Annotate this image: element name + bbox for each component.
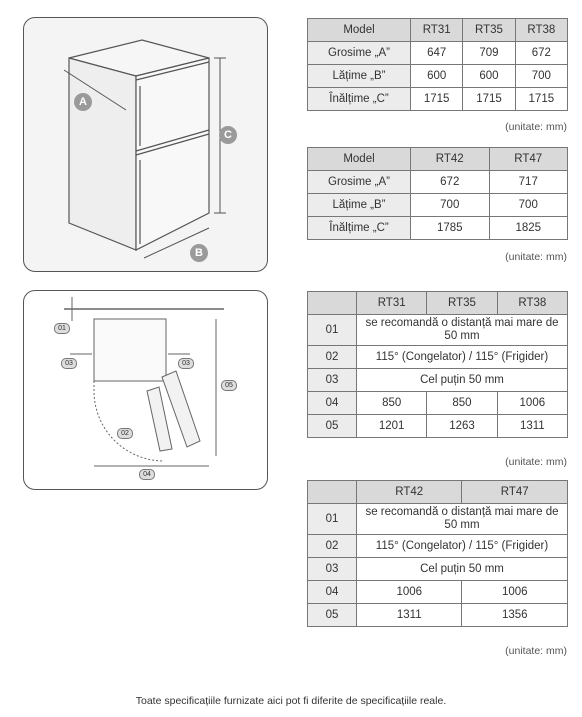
table-cell: 1356 <box>462 604 568 627</box>
table-header: Model <box>308 148 411 171</box>
table-cell: 1311 <box>497 415 567 438</box>
table-cell: Cel puțin 50 mm <box>357 558 568 581</box>
unit-note: (unitate: mm) <box>505 456 567 468</box>
table-cell: se recomandă o distanță mai mare de 50 mm <box>357 315 568 346</box>
table-cell: 1311 <box>357 604 462 627</box>
table-cell: 1715 <box>515 88 567 111</box>
table-header <box>308 481 357 504</box>
table-header: RT47 <box>462 481 568 504</box>
table-cell: 115° (Congelator) / 115° (Frigider) <box>357 346 568 369</box>
table-cell: 1006 <box>497 392 567 415</box>
clearance-label-02: 02 <box>117 428 133 439</box>
table-cell: se recomandă o distanță mai mare de 50 mm <box>357 504 568 535</box>
clearance-label-04: 04 <box>139 469 155 480</box>
table-cell: 700 <box>489 194 568 217</box>
fridge-dimensions-diagram <box>23 17 268 272</box>
clearance-diagram <box>23 290 268 490</box>
row-label: 02 <box>308 346 357 369</box>
table-cell: 700 <box>515 65 567 88</box>
table-cell: 1785 <box>411 217 490 240</box>
table-cell: 1263 <box>427 415 497 438</box>
row-label: Grosime „A” <box>308 42 411 65</box>
table-cell: 600 <box>411 65 463 88</box>
row-label: 04 <box>308 392 357 415</box>
table-header: RT42 <box>411 148 490 171</box>
table-header: RT35 <box>463 19 515 42</box>
row-label: Lățime „B” <box>308 65 411 88</box>
fridge-outline-drawing <box>24 18 267 271</box>
table-cell: 717 <box>489 171 568 194</box>
disclaimer-footnote: Toate specificațiile furnizate aici pot fi diferite de specificațiile reale. <box>135 695 447 707</box>
dimension-label-b: B <box>190 244 208 262</box>
table-header: RT38 <box>497 292 567 315</box>
table-cell: 709 <box>463 42 515 65</box>
row-label: Grosime „A” <box>308 171 411 194</box>
row-label: Lățime „B” <box>308 194 411 217</box>
table-cell: 600 <box>463 65 515 88</box>
table-header: RT31 <box>411 19 463 42</box>
dimensions-table-rt31-rt38 <box>307 18 568 111</box>
row-label: 03 <box>308 558 357 581</box>
clearance-label-01: 01 <box>54 323 70 334</box>
table-header: RT38 <box>515 19 567 42</box>
row-label: Înălțime „C” <box>308 88 411 111</box>
table-cell: 1825 <box>489 217 568 240</box>
clearance-label-03-right: 03 <box>178 358 194 369</box>
table-cell: 1715 <box>411 88 463 111</box>
table-header: RT35 <box>427 292 497 315</box>
row-label: 04 <box>308 581 357 604</box>
row-label: 01 <box>308 315 357 346</box>
dimension-label-c: C <box>219 126 237 144</box>
table-header: RT42 <box>357 481 462 504</box>
row-label: 02 <box>308 535 357 558</box>
dimensions-table-rt42-rt47 <box>307 147 568 240</box>
table-cell: 1006 <box>462 581 568 604</box>
row-label: 01 <box>308 504 357 535</box>
unit-note: (unitate: mm) <box>505 121 567 133</box>
table-cell: 1006 <box>357 581 462 604</box>
dimension-label-a: A <box>74 93 92 111</box>
unit-note: (unitate: mm) <box>505 645 567 657</box>
table-cell: 672 <box>515 42 567 65</box>
table-cell: Cel puțin 50 mm <box>357 369 568 392</box>
table-header: RT47 <box>489 148 568 171</box>
table-cell: 647 <box>411 42 463 65</box>
row-label: Înălțime „C” <box>308 217 411 240</box>
table-cell: 850 <box>427 392 497 415</box>
row-label: 03 <box>308 369 357 392</box>
row-label: 05 <box>308 604 357 627</box>
clearance-table-rt31-rt38 <box>307 291 568 438</box>
clearance-label-05: 05 <box>221 380 237 391</box>
table-header: Model <box>308 19 411 42</box>
table-cell: 115° (Congelator) / 115° (Frigider) <box>357 535 568 558</box>
clearance-label-03-left: 03 <box>61 358 77 369</box>
unit-note: (unitate: mm) <box>505 251 567 263</box>
table-cell: 850 <box>357 392 427 415</box>
table-cell: 672 <box>411 171 490 194</box>
table-cell: 1715 <box>463 88 515 111</box>
row-label: 05 <box>308 415 357 438</box>
table-header <box>308 292 357 315</box>
table-header: RT31 <box>357 292 427 315</box>
table-cell: 700 <box>411 194 490 217</box>
clearance-table-rt42-rt47 <box>307 480 568 627</box>
table-cell: 1201 <box>357 415 427 438</box>
